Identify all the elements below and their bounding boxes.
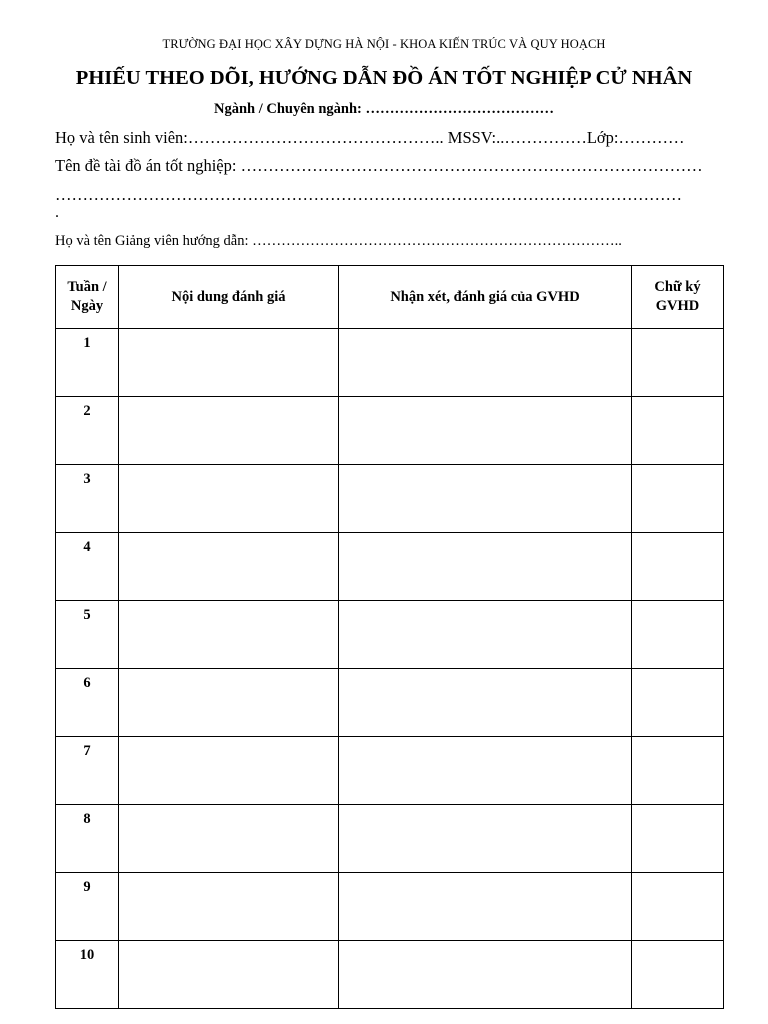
content-cell[interactable] <box>119 329 339 397</box>
week-number: 9 <box>56 873 119 941</box>
week-number: 10 <box>56 941 119 1009</box>
comment-cell[interactable] <box>339 533 632 601</box>
comment-cell[interactable] <box>339 941 632 1009</box>
table-row <box>56 941 724 1009</box>
content-cell[interactable] <box>119 737 339 805</box>
table-row <box>56 397 724 465</box>
signature-cell[interactable] <box>632 329 724 397</box>
table-row <box>56 737 724 805</box>
week-number: 6 <box>56 669 119 737</box>
signature-cell[interactable] <box>632 397 724 465</box>
thesis-topic-end: . <box>55 204 59 221</box>
signature-cell[interactable] <box>632 465 724 533</box>
signature-cell[interactable] <box>632 669 724 737</box>
document-title: PHIẾU THEO DÕI, HƯỚNG DẪN ĐỒ ÁN TỐT NGHIỆP CỬ NHÂN <box>75 67 693 89</box>
comment-cell[interactable] <box>339 873 632 941</box>
comment-cell[interactable] <box>339 329 632 397</box>
comment-cell[interactable] <box>339 669 632 737</box>
header-week-label: Tuần / <box>67 279 107 295</box>
tracking-table <box>55 265 724 1009</box>
header-signature-label: Chữ ký <box>654 279 701 295</box>
content-cell[interactable] <box>119 873 339 941</box>
comment-cell[interactable] <box>339 465 632 533</box>
signature-cell[interactable] <box>632 533 724 601</box>
table-row <box>56 873 724 941</box>
week-number: 7 <box>56 737 119 805</box>
header-comment: Nhận xét, đánh giá của GVHD <box>339 266 632 329</box>
signature-cell[interactable] <box>632 873 724 941</box>
content-cell[interactable] <box>119 601 339 669</box>
signature-cell[interactable] <box>632 805 724 873</box>
week-number: 5 <box>56 601 119 669</box>
header-week-day <box>56 266 119 329</box>
thesis-topic-line: Tên đề tài đồ án tốt nghiệp: ………………………………………………………………………… <box>55 156 703 175</box>
content-cell[interactable] <box>119 669 339 737</box>
comment-cell[interactable] <box>339 397 632 465</box>
header-content: Nội dung đánh giá <box>119 266 339 329</box>
major-field: Ngành / Chuyên ngành: ………………………………… <box>214 101 554 117</box>
comment-cell[interactable] <box>339 601 632 669</box>
thesis-topic-continuation: …………………………………………………………………………………………………… <box>55 185 682 204</box>
student-info-line: Họ và tên sinh viên:……………………………………….. MSSV:..……………Lớp:………… <box>55 128 685 147</box>
table-header-row <box>56 266 724 329</box>
comment-cell[interactable] <box>339 805 632 873</box>
week-number: 2 <box>56 397 119 465</box>
table-row <box>56 465 724 533</box>
week-number: 1 <box>56 329 119 397</box>
table-row <box>56 805 724 873</box>
comment-cell[interactable] <box>339 737 632 805</box>
table-row <box>56 669 724 737</box>
table-row <box>56 533 724 601</box>
signature-cell[interactable] <box>632 737 724 805</box>
table-row <box>56 601 724 669</box>
content-cell[interactable] <box>119 941 339 1009</box>
signature-cell[interactable] <box>632 941 724 1009</box>
week-number: 8 <box>56 805 119 873</box>
content-cell[interactable] <box>119 397 339 465</box>
content-cell[interactable] <box>119 465 339 533</box>
table-row <box>56 329 724 397</box>
header-signature <box>632 266 724 329</box>
university-header: TRƯỜNG ĐẠI HỌC XÂY DỰNG HÀ NỘI - KHOA KIẾN TRÚC VÀ QUY HOẠCH <box>162 37 606 51</box>
header-advisor-label: GVHD <box>655 298 700 314</box>
content-cell[interactable] <box>119 805 339 873</box>
content-cell[interactable] <box>119 533 339 601</box>
advisor-line: Họ và tên Giảng viên hướng dẫn: ………………………………………………………………….. <box>55 233 622 249</box>
week-number: 4 <box>56 533 119 601</box>
signature-cell[interactable] <box>632 601 724 669</box>
header-day-label: Ngày <box>70 298 104 314</box>
week-number: 3 <box>56 465 119 533</box>
